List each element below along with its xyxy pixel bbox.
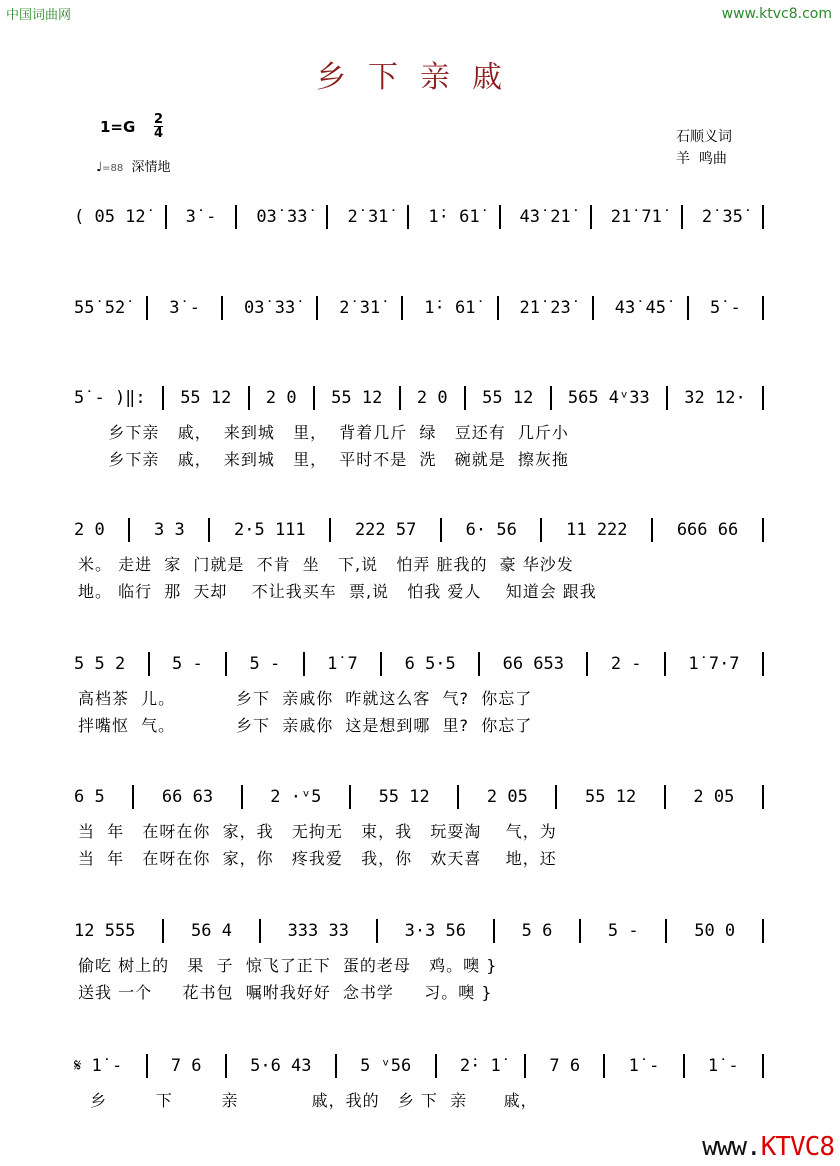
barline xyxy=(666,386,668,410)
measure: 5 - xyxy=(607,921,639,941)
barline xyxy=(313,386,315,410)
measure: 55 12 xyxy=(482,388,534,408)
barline xyxy=(221,296,223,320)
barline xyxy=(376,919,378,943)
notation-row xyxy=(74,1054,764,1078)
measure: 66 653 xyxy=(502,654,565,674)
measure: 565 4ᵛ33 xyxy=(567,388,650,408)
measure: 2 05 xyxy=(693,787,735,807)
barline xyxy=(550,386,552,410)
tempo-value: =88 xyxy=(102,163,124,174)
measure: 333 33 xyxy=(287,921,349,941)
barline xyxy=(762,785,764,809)
barline xyxy=(499,205,501,229)
barline xyxy=(380,652,382,676)
measure: 55 12 xyxy=(331,388,383,408)
barline xyxy=(664,652,666,676)
lyric-line: 当 年 在呀在你 家，你 疼我爱 我，你 欢天喜 地，还 xyxy=(78,849,557,868)
measure: 12 555 xyxy=(74,921,136,941)
barline xyxy=(651,518,653,542)
measure: 5 - xyxy=(249,654,281,674)
barline xyxy=(664,785,666,809)
measure: 2̇1̇ 2̇3̇ xyxy=(519,298,571,318)
lyricist: 石顺义词 xyxy=(676,129,732,145)
measure: 2̇ 3̇5̇ xyxy=(701,207,743,227)
barline xyxy=(762,652,764,676)
barline xyxy=(399,386,401,410)
barline xyxy=(148,652,150,676)
barline xyxy=(248,386,250,410)
measure: 7 6 xyxy=(549,1056,581,1076)
lyric-line: 当 年 在呀在你 家，我 无拘无 束，我 玩耍淘 气，为 xyxy=(78,822,557,841)
notation-row xyxy=(74,205,764,229)
barline xyxy=(762,1054,764,1078)
measure: 3̇ - xyxy=(169,298,200,318)
measure: 03̇ 3̇3̇ xyxy=(256,207,308,227)
measure: 5 ᵛ56 xyxy=(360,1056,412,1076)
barline xyxy=(435,1054,437,1078)
site-name-left: 中国词曲网 xyxy=(6,8,72,23)
measure: 5̇ - xyxy=(710,298,741,318)
barline xyxy=(586,652,588,676)
measure: 1̇ 7·7 xyxy=(688,654,740,674)
measure: 666 66 xyxy=(676,520,739,540)
barline xyxy=(540,518,542,542)
key-signature: 1=G xyxy=(100,118,136,136)
logo-www: www. xyxy=(702,1132,761,1162)
barline xyxy=(665,919,667,943)
measure: 5 - xyxy=(172,654,203,674)
barline xyxy=(316,296,318,320)
lyric-line: 送我 一个 花书包 嘱咐我好好 念书学 习。噢 } xyxy=(78,983,493,1002)
measure: 2̇ 3̇1̇ xyxy=(347,207,389,227)
measure: 55 12 xyxy=(585,787,637,807)
lyric-line: 偷吃 树上的 果 子 惊飞了正下 蛋的老母 鸡。噢 } xyxy=(78,956,498,975)
barline xyxy=(681,205,683,229)
expression: 深情地 xyxy=(131,160,171,175)
barline xyxy=(259,919,261,943)
measure: 2̇1̇ 71̇ xyxy=(610,207,662,227)
barline xyxy=(590,205,592,229)
barline xyxy=(457,785,459,809)
barline xyxy=(440,518,442,542)
measure: 3·3 56 xyxy=(404,921,466,941)
song-title: 乡下亲戚 xyxy=(316,60,524,95)
barline xyxy=(683,1054,685,1078)
barline xyxy=(762,518,764,542)
measure: 3̇ - xyxy=(185,207,217,227)
barline xyxy=(165,205,167,229)
measure: 𝄋 1̇ - xyxy=(74,1056,123,1076)
barline xyxy=(225,1054,227,1078)
lyric-line: 乡下亲 戚， 来到城 里， 背着几斤 绿 豆还有 几斤小 xyxy=(78,423,569,442)
measure: 1̇· 61̇ xyxy=(424,298,476,318)
barline xyxy=(225,652,227,676)
measure: 3 3 xyxy=(154,520,185,540)
barline xyxy=(478,652,480,676)
barline xyxy=(497,296,499,320)
measure: 5·6 43 xyxy=(250,1056,312,1076)
measure: 2 0 xyxy=(74,520,105,540)
site-url-right: www.ktvc8.com xyxy=(721,6,832,22)
barline xyxy=(579,919,581,943)
barline xyxy=(235,205,237,229)
barline xyxy=(603,1054,605,1078)
tempo xyxy=(96,156,171,175)
notation-row xyxy=(74,652,764,676)
barline xyxy=(162,386,164,410)
lyric-line: 乡下亲 戚， 来到城 里， 平时不是 洗 碗就是 擦灰拖 xyxy=(78,450,569,469)
measure: 5 5 2 xyxy=(74,654,126,674)
barline xyxy=(493,919,495,943)
barline xyxy=(762,296,764,320)
barline xyxy=(335,1054,337,1078)
barline xyxy=(762,386,764,410)
measure: 2·5 111 xyxy=(234,520,306,540)
measure: 2̇· 1̇ xyxy=(459,1056,501,1076)
barline xyxy=(326,205,328,229)
measure: 2 0 xyxy=(416,388,448,408)
measure: 11 222 xyxy=(566,520,628,540)
barline xyxy=(146,296,148,320)
measure: 2 - xyxy=(610,654,642,674)
measure: 6 5 xyxy=(74,787,105,807)
lyric-line: 乡 下 亲 戚，我的 乡 下 亲 戚， xyxy=(78,1091,538,1110)
lyric-line: 米。 走进 家 门就是 不肯 坐 下,说 怕弄 脏我的 豪 华沙发 xyxy=(78,555,574,574)
lyric-line: 高档茶 儿。 乡下 亲戚你 咋就这么客 气? 你忘了 xyxy=(78,689,533,708)
measure: 2̇ 3̇1̇ xyxy=(339,298,381,318)
measure: 66 63 xyxy=(161,787,214,807)
measure: 7 6 xyxy=(170,1056,202,1076)
measure: 6 5·5 xyxy=(404,654,456,674)
measure: 55 12 xyxy=(378,787,430,807)
measure: 2 ·ᵛ5 xyxy=(270,787,322,807)
barline xyxy=(241,785,243,809)
measure: 4̇3̇ 2̇1̇ xyxy=(519,207,571,227)
barline xyxy=(303,652,305,676)
barline xyxy=(464,386,466,410)
notation-row xyxy=(74,296,764,320)
barline xyxy=(762,919,764,943)
quarter-note-icon: ♩ xyxy=(96,160,103,175)
composer: 羊 鸣曲 xyxy=(676,151,727,167)
measure: 32 12· xyxy=(684,388,746,408)
barline xyxy=(592,296,594,320)
logo-brand: KTVC8 xyxy=(760,1132,834,1162)
barline xyxy=(762,205,764,229)
barline xyxy=(208,518,210,542)
notation-row xyxy=(74,919,764,943)
measure: 5 6 xyxy=(521,921,553,941)
time-top: 2 xyxy=(154,112,164,127)
measure: 5̇ - )‖: xyxy=(74,388,146,408)
measure: 1̇ 7 xyxy=(327,654,358,674)
notation-row xyxy=(74,386,764,410)
measure: 2 05 xyxy=(486,787,528,807)
measure: 4̇3̇ 4̇5̇ xyxy=(614,298,666,318)
barline xyxy=(349,785,351,809)
lyric-line: 地。 临行 那 天却 不让我买车 票,说 怕我 爱人 知道会 跟我 xyxy=(78,582,597,601)
measure: 1̇ - xyxy=(707,1056,739,1076)
measure: 55 12 xyxy=(180,388,232,408)
measure: 1̇ - xyxy=(628,1056,660,1076)
barline xyxy=(128,518,130,542)
measure: 6· 56 xyxy=(465,520,517,540)
measure: 222 57 xyxy=(354,520,417,540)
measure: 2 0 xyxy=(265,388,297,408)
barline xyxy=(329,518,331,542)
notation-row xyxy=(74,518,764,542)
measure: 5̇5̇ 5̇2̇ xyxy=(74,298,126,318)
barline xyxy=(146,1054,148,1078)
measure: ( 05 1̇2̇ xyxy=(74,207,146,227)
barline xyxy=(687,296,689,320)
measure: 50 0 xyxy=(694,921,736,941)
time-signature xyxy=(154,113,163,140)
barline xyxy=(401,296,403,320)
lyric-line: 拌嘴怄 气。 乡下 亲戚你 这是想到哪 里? 你忘了 xyxy=(78,716,533,735)
measure: 56 4 xyxy=(191,921,232,941)
time-bottom: 4 xyxy=(154,126,164,141)
footer-logo xyxy=(702,1132,834,1162)
barline xyxy=(524,1054,526,1078)
notation-row xyxy=(74,785,764,809)
measure: 03̇ 3̇3̇ xyxy=(244,298,296,318)
measure: 1̇· 61̇ xyxy=(428,207,480,227)
barline xyxy=(555,785,557,809)
barline xyxy=(132,785,134,809)
barline xyxy=(407,205,409,229)
barline xyxy=(162,919,164,943)
